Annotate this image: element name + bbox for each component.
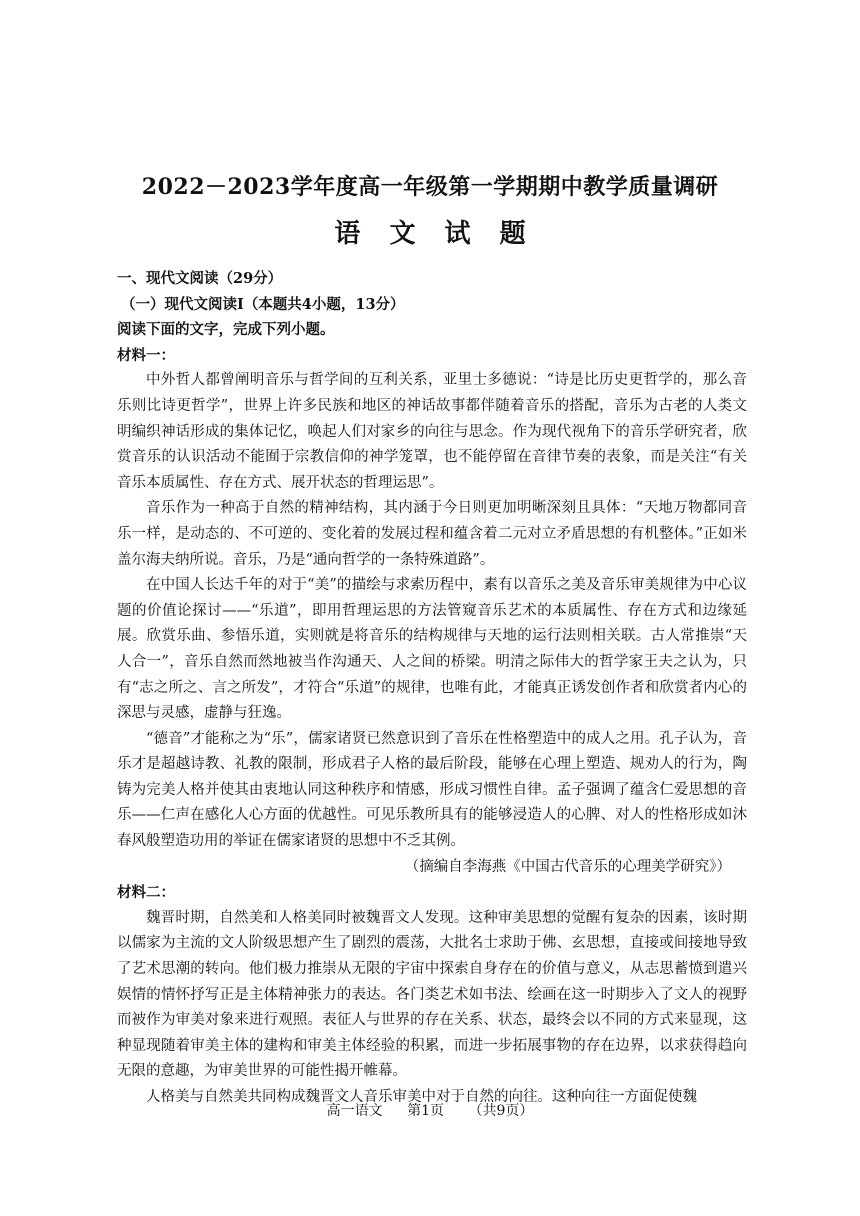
exam-title: 2022－2023学年度高一年级第一学期期中教学质量调研 xyxy=(141,174,719,200)
exam-subtitle: 语 文 试 题 xyxy=(334,219,536,249)
subsection-heading: （一）现代文阅读Ⅰ（本题共4小题，13分） xyxy=(121,295,405,313)
material-one-paragraph: 音乐作为一种高于自然的精神结构，其内涵于今日则更加明晰深刻且具体：“天地万物都同音乐一样，是动态的、不可逆的、变化着的发展过程和蕴含着二元对立矛盾思想的有机整体。”正如米盖尔海夫纳所说。音乐，乃是“通向哲学的一条特殊道路”。 xyxy=(117,500,747,568)
material-one-source: （摘编自李海燕《中国古代音乐的心理美学研究》） xyxy=(404,858,731,875)
section-heading: 一、现代文阅读（29分） xyxy=(117,270,283,287)
material-two-label: 材料二： xyxy=(117,884,175,902)
material-one-paragraph: 在中国人长达千年的对于“美”的描绘与求索历程中，素有以音乐之美及音乐审美规律为中心议题的价值论探讨——“乐道”，即用哲理运思的方法管窥音乐艺术的本质属性、存在方式和边缘延展。欣赏乐曲、参悟乐道，实则就是将音乐的结构规律与天地的运行法则相关联。古人常推崇“天人合一”，音乐自然而然地被当作沟通天、人之间的桥梁。明清之际伟大的哲学家王夫之认为，只有“志之所之、言之所发”，才符合“乐道”的规律，也唯有此，才能真正诱发创作者和欣赏者内心的深思与灵感，虚静与狂逸。 xyxy=(117,577,747,722)
footer-total-pages: （共9页） xyxy=(468,1103,534,1119)
page-footer xyxy=(0,1100,860,1120)
footer-subject: 高一语文 xyxy=(326,1103,383,1119)
material-one-paragraph: 中外哲人都曾阐明音乐与哲学间的互利关系，亚里士多德说：“诗是比历史更哲学的，那么音乐则比诗更哲学”，世界上许多民族和地区的神话故事都伴随着音乐的搭配，音乐为古老的人类文明编织神话形成的集体记忆，唤起人们对家乡的向往与思念。作为现代视角下的音乐学研究者，欣赏音乐的认识活动不能囿于宗教信仰的神学笼罩，也不能停留在音律节奏的表象，而是关注“有关音乐本质属性、存在方式、展开状态的哲理运思”。 xyxy=(117,372,747,491)
reading-instruction: 阅读下面的文字，完成下列小题。 xyxy=(117,321,335,339)
material-one-paragraph: “德音”才能称之为“乐”，儒家诸贤已然意识到了音乐在性格塑造中的成人之用。孔子认为，音乐才是超越诗教、礼教的限制，形成君子人格的最后阶段，能够在心理上塑造、规劝人的行为，陶铸为完美人格并使其由衷地认同这种秩序和情感，形成习惯性自律。孟子强调了蕴含仁爱思想的音乐——仁声在感化人心方面的优越性。可见乐教所具有的能够浸造人的心脾、对人的性格形成如沐春风般塑造功用的举证在儒家诸贤的思想中不乏其例。 xyxy=(117,730,747,850)
footer-page-number: 第1页 xyxy=(407,1103,444,1119)
material-two-paragraph: 人格美与自然美共同构成魏晋文人音乐审美中对于自然的向往。这种向往一方面促使魏 xyxy=(146,1089,697,1105)
material-one-label: 材料一： xyxy=(117,346,175,364)
exam-content xyxy=(117,266,747,1111)
material-two-paragraph: 魏晋时期，自然美和人格美同时被魏晋文人发现。这种审美思想的觉醒有复杂的因素，该时期以儒家为主流的文人阶级思想产生了剧烈的震荡，大批名士求助于佛、玄思想，直接或间接地导致了艺术思潮的转向。他们极力推崇从无限的宇宙中探索自身存在的价值与意义，从志思蓄愤到遣兴娱情的情怀抒写正是主体精神张力的表达。各门类艺术如书法、绘画在这一时期步入了文人的视野而被作为审美对象来进行观照。表征人与世界的存在关系、状态，最终会以不同的方式来显现，这种显现随着审美主体的建构和审美主体经验的积累，而进一步拓展事物的存在边界，以求获得趋向无限的意趣，为审美世界的可能性揭开帷幕。 xyxy=(117,909,747,1080)
